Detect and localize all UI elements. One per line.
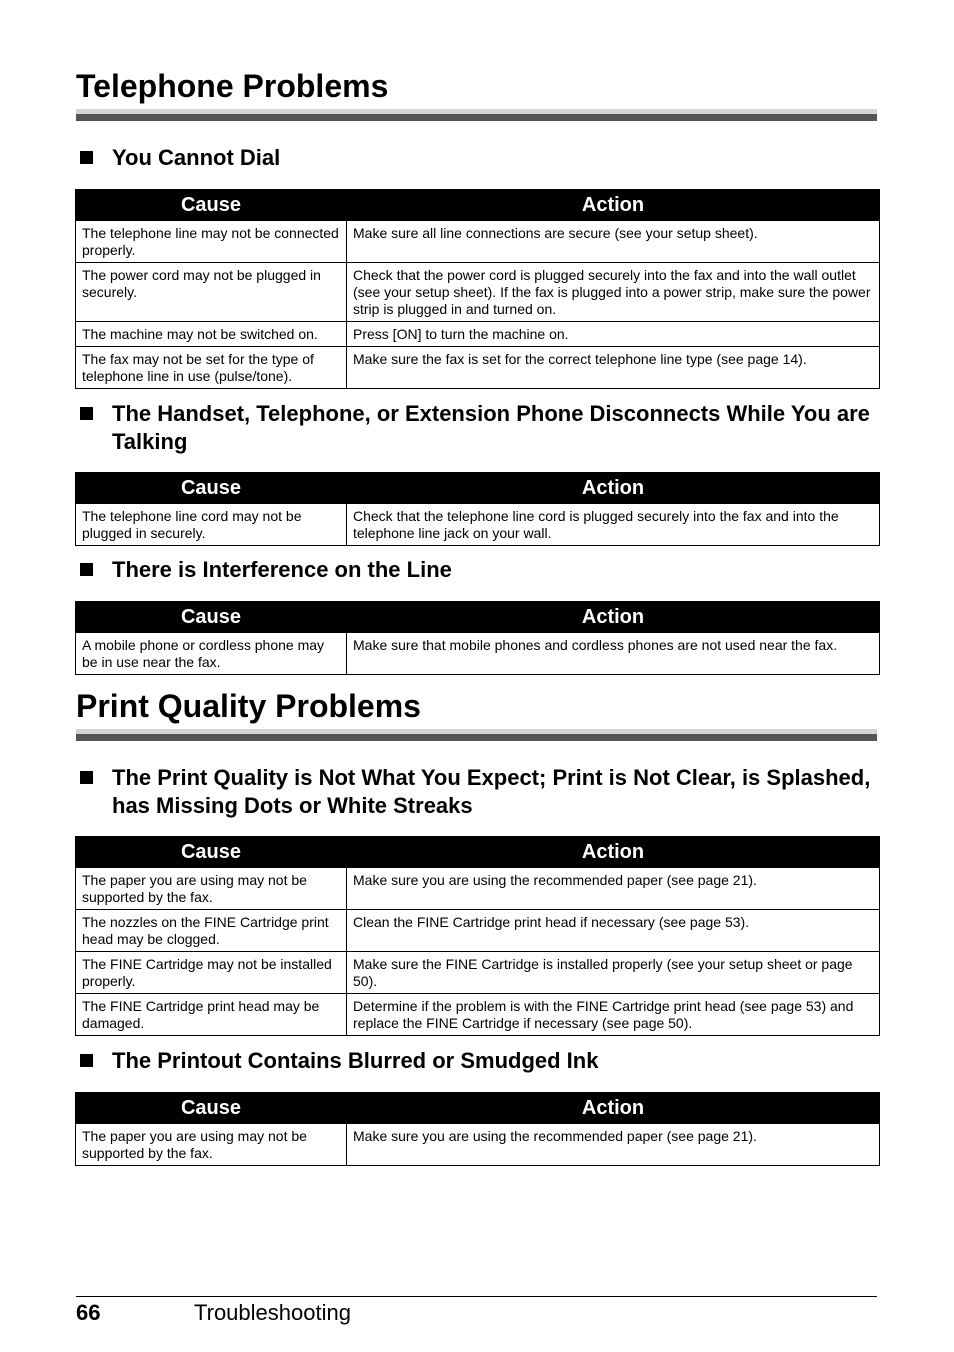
table-row (76, 504, 880, 546)
table-row (76, 952, 880, 994)
cause-cell: A mobile phone or cordless phone may be in use near the fax. (76, 633, 347, 675)
column-header-action: Action (347, 190, 880, 221)
square-bullet-icon (80, 151, 93, 164)
table-row (76, 347, 880, 389)
square-bullet-icon (80, 1054, 93, 1067)
cause-cell: The FINE Cartridge print head may be damaged. (76, 994, 347, 1036)
table-row (76, 1124, 880, 1166)
table-row (76, 868, 880, 910)
table-row (76, 221, 880, 263)
action-cell: Check that the telephone line cord is plugged securely into the fax and into the telephone line jack on your wall. (347, 504, 880, 546)
cause-action-table (75, 189, 880, 389)
column-header-cause: Cause (76, 1093, 347, 1124)
action-cell: Clean the FINE Cartridge print head if necessary (see page 53). (347, 910, 880, 952)
cause-action-table (75, 601, 880, 675)
cause-action-table (75, 1092, 880, 1166)
square-bullet-icon (80, 563, 93, 576)
column-header-action: Action (347, 837, 880, 868)
column-header-action: Action (347, 473, 880, 504)
page-number: 66 (76, 1300, 101, 1325)
table-row (76, 322, 880, 347)
cause-cell: The machine may not be switched on. (76, 322, 347, 347)
column-header-action: Action (347, 1093, 880, 1124)
action-cell: Make sure you are using the recommended paper (see page 21). (347, 1124, 880, 1166)
section-rule (76, 729, 877, 741)
section-rule (76, 109, 877, 121)
table-row (76, 633, 880, 675)
action-cell: Make sure all line connections are secure (see your setup sheet). (347, 221, 880, 263)
action-cell: Make sure that mobile phones and cordless phones are not used near the fax. (347, 633, 880, 675)
subsection-heading: The Print Quality is Not What You Expect; Print is Not Clear, is Splashed, has Missing Dots or White Streaks (76, 764, 876, 820)
cause-cell: The paper you are using may not be supported by the fax. (76, 868, 347, 910)
cause-cell: The telephone line cord may not be plugged in securely. (76, 504, 347, 546)
column-header-cause: Cause (76, 602, 347, 633)
column-header-cause: Cause (76, 190, 347, 221)
subsection-heading: The Handset, Telephone, or Extension Phone Disconnects While You are Talking (76, 400, 876, 456)
cause-cell: The fax may not be set for the type of telephone line in use (pulse/tone). (76, 347, 347, 389)
section-title-telephone-problems: Telephone Problems (76, 68, 389, 104)
column-header-cause: Cause (76, 473, 347, 504)
subsection-heading: There is Interference on the Line (76, 556, 876, 584)
cause-action-table (75, 836, 880, 1036)
column-header-cause: Cause (76, 837, 347, 868)
cause-cell: The telephone line may not be connected properly. (76, 221, 347, 263)
footer-section-name: Troubleshooting (194, 1300, 351, 1325)
action-cell: Check that the power cord is plugged securely into the fax and into the wall outlet (see your setup sheet). If the fax is plugged into a power strip, make sure the power strip is plugged in and turned on. (347, 263, 880, 322)
square-bullet-icon (80, 407, 93, 420)
table-row (76, 994, 880, 1036)
action-cell: Press [ON] to turn the machine on. (347, 322, 880, 347)
footer-rule (76, 1296, 877, 1297)
action-cell: Make sure you are using the recommended paper (see page 21). (347, 868, 880, 910)
action-cell: Determine if the problem is with the FINE Cartridge print head (see page 53) and replace the FINE Cartridge if necessary (see page 50). (347, 994, 880, 1036)
square-bullet-icon (80, 771, 93, 784)
cause-cell: The power cord may not be plugged in securely. (76, 263, 347, 322)
table-row (76, 263, 880, 322)
cause-cell: The nozzles on the FINE Cartridge print head may be clogged. (76, 910, 347, 952)
column-header-action: Action (347, 602, 880, 633)
table-row (76, 910, 880, 952)
subsection-heading: The Printout Contains Blurred or Smudged Ink (76, 1047, 876, 1075)
cause-action-table (75, 472, 880, 546)
cause-cell: The FINE Cartridge may not be installed properly. (76, 952, 347, 994)
cause-cell: The paper you are using may not be supported by the fax. (76, 1124, 347, 1166)
action-cell: Make sure the FINE Cartridge is installed properly (see your setup sheet or page 50). (347, 952, 880, 994)
section-title-print-quality-problems: Print Quality Problems (76, 688, 421, 724)
action-cell: Make sure the fax is set for the correct telephone line type (see page 14). (347, 347, 880, 389)
subsection-heading: You Cannot Dial (76, 144, 876, 172)
